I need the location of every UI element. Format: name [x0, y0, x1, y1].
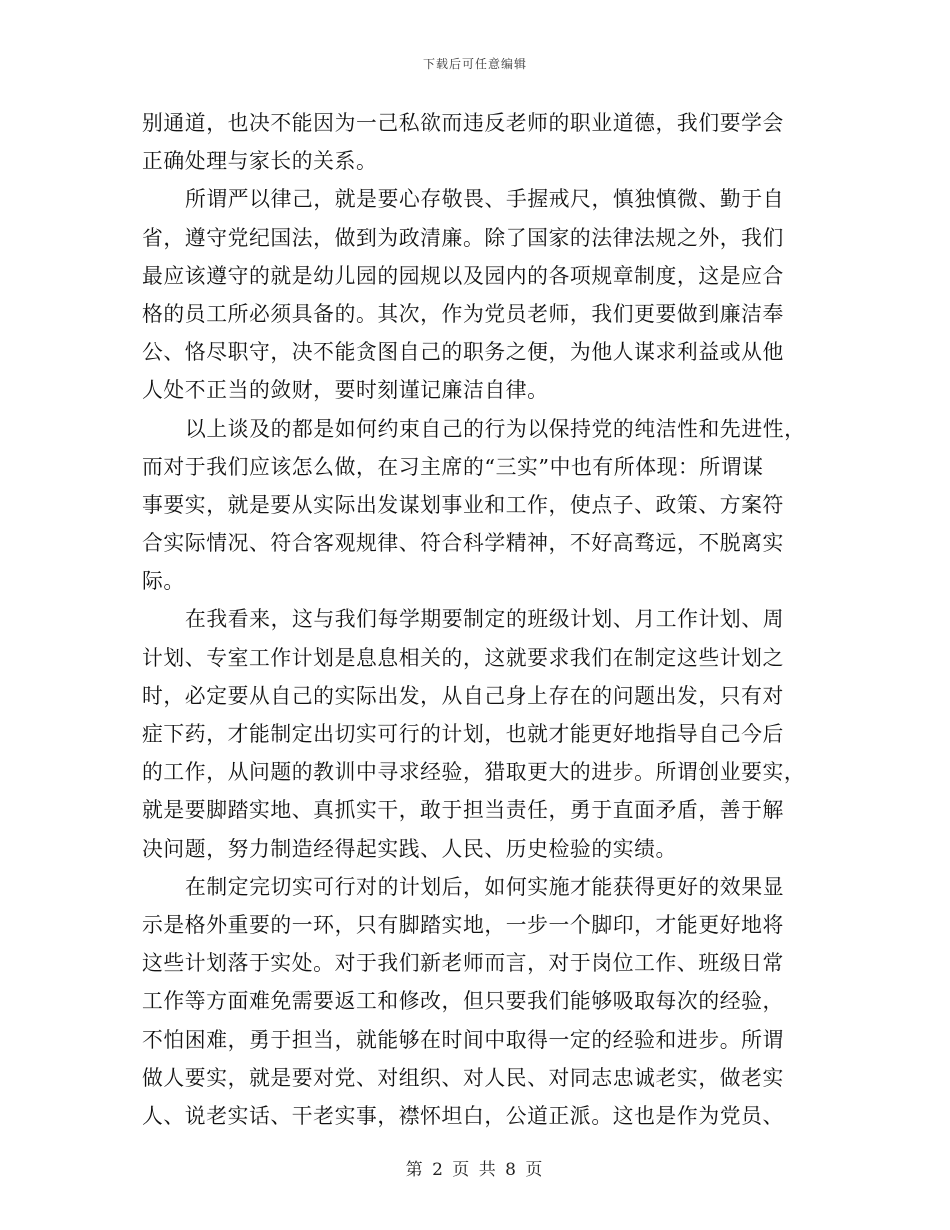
text-line: 别通道，也决不能因为一己私欲而违反老师的职业道德，我们要学会: [142, 111, 784, 135]
text-line: 合实际情况、符合客观规律、符合科学精神，不好高骛远，不脱离实: [142, 531, 784, 556]
text-line: 以上谈及的都是如何约束自己的行为以保持党的纯洁性和先进性，: [185, 416, 806, 441]
text-line: 就是要脚踏实地、真抓实干，敢于担当责任，勇于直面矛盾，善于解: [142, 798, 784, 823]
text-line: 所谓严以律己，就是要心存敬畏、手握戒尺，慎独慎微、勤于自: [185, 187, 785, 212]
document-body: [142, 104, 808, 1135]
page-number-footer: 第 2 页 共 8 页: [405, 1160, 545, 1180]
text-line: 计划、专室工作计划是息息相关的，这就要求我们在制定这些计划之: [142, 645, 784, 670]
text-line: 人处不正当的敛财，要时刻谨记廉洁自律。: [142, 378, 549, 403]
text-line: 省，遵守党纪国法，做到为政清廉。除了国家的法律法规之外，我们: [142, 225, 784, 250]
text-line: 而对于我们应该怎么做，在习主席的“三实”中也有所体现：所谓谋: [142, 454, 764, 479]
text-line: 决问题，努力制造经得起实践、人民、历史检验的实绩。: [142, 836, 677, 861]
text-line: 症下药，才能制定出切实可行的计划，也就才能更好地指导自己今后: [142, 722, 784, 746]
text-line: 的工作，从问题的教训中寻求经验，猎取更大的进步。所谓创业要实，: [142, 760, 806, 785]
text-line: 时，必定要从自己的实际出发，从自己身上存在的问题出发，只有对: [142, 683, 784, 708]
text-line: 这些计划落于实处。对于我们新老师而言，对于岗位工作、班级日常: [142, 951, 784, 976]
text-line: 正确处理与家长的关系。: [142, 149, 378, 174]
text-line: 人、说老实话、干老实事，襟怀坦白，公道正派。这也是作为党员、: [142, 1103, 784, 1128]
page-header: 下载后可任意编辑: [422, 57, 527, 71]
text-line: 格的员工所必须具备的。其次，作为党员老师，我们更要做到廉洁奉: [142, 301, 784, 326]
text-line: 示是格外重要的一环，只有脚踏实地，一步一个脚印，才能更好地将: [142, 912, 784, 937]
text-line: 做人要实，就是要对党、对组织、对人民、对同志忠诚老实，做老实: [142, 1065, 784, 1090]
text-line: 事要实，就是要从实际出发谋划事业和工作，使点子、政策、方案符: [142, 492, 784, 517]
text-line: 工作等方面难免需要返工和修改，但只要我们能够吸取每次的经验，: [142, 989, 784, 1014]
text-line: 在制定完切实可行对的计划后，如何实施才能获得更好的效果显: [185, 874, 785, 899]
text-line: 最应该遵守的就是幼儿园的园规以及园内的各项规章制度，这是应合: [142, 263, 784, 288]
text-line: 在我看来，这与我们每学期要制定的班级计划、月工作计划、周: [185, 607, 785, 632]
text-line: 不怕困难，勇于担当，就能够在时间中取得一定的经验和进步。所谓: [142, 1027, 784, 1052]
text-line: 际。: [142, 569, 185, 594]
text-line: 公、恪尽职守，决不能贪图自己的职务之便，为他人谋求利益或从他: [142, 340, 784, 365]
